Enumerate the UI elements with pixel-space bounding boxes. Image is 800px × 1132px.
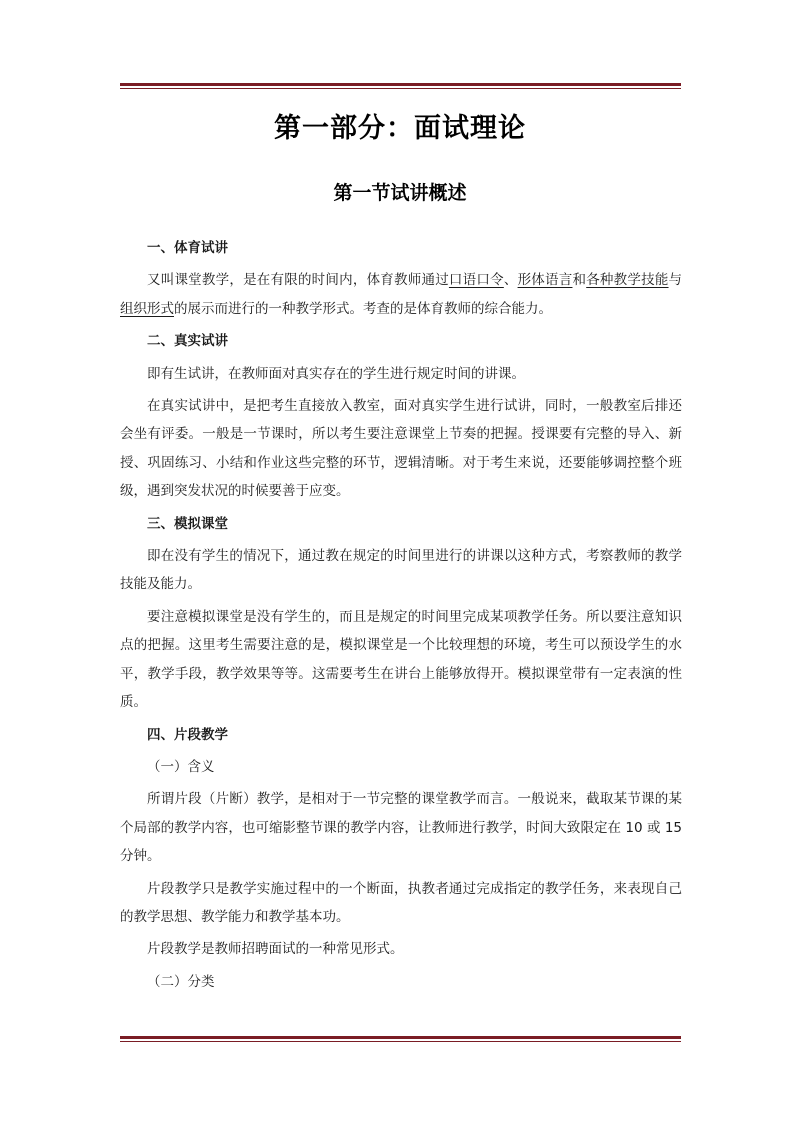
heading-real-teaching: 二、真实试讲 <box>147 333 228 350</box>
bottom-decorative-rule <box>120 1036 681 1042</box>
paragraph-mock-class-2: 要注意模拟课堂是没有学生的，而且是规定的时间里完成某项教学任务。所以要注意知识点的把握。这里考生需要注意的是，模拟课堂是一个比较理想的环境，考生可以预设学生的水平，教学手段，教学效果等等。这需要考生在讲台上能够放得开。模拟课堂带有一定表演的性质。 <box>120 608 682 711</box>
top-decorative-rule <box>120 83 681 89</box>
underlined-term-body-language: 形体语言 <box>517 272 573 289</box>
text-run: 与 <box>668 272 683 289</box>
underlined-term-teaching-skills: 各种教学技能 <box>586 272 669 289</box>
text-run: 和 <box>572 272 587 289</box>
section-title: 第一节试讲概述 <box>333 182 467 204</box>
heading-sport-teaching: 一、体育试讲 <box>147 240 228 256</box>
heading-mock-class: 三、模拟课堂 <box>147 515 228 532</box>
heading-segment-teaching: 四、片段教学 <box>147 726 228 743</box>
paragraph-segment-1: 所谓片段（片断）教学，是相对于一节完整的课堂教学而言。一般说来，截取某节课的某个局部的教学内容，也可缩影整节课的教学内容，让教师进行教学，时间大致限定在 10 或 15 分钟。 <box>120 791 682 865</box>
underlined-term-organization-form: 组织形式 <box>120 300 174 317</box>
paragraph-mock-class-1: 即在没有学生的情况下，通过教在规定的时间里进行的讲课以这种方式，考察教师的教学技能及能力。 <box>120 548 682 593</box>
paragraph-sport-teaching <box>120 266 682 323</box>
text-run: 、 <box>503 272 518 289</box>
subheading-classification: （二）分类 <box>147 973 215 990</box>
paragraph-real-teaching-1: 即有生试讲，在教师面对真实存在的学生进行规定时间的讲课。 <box>147 365 525 382</box>
page-title: 第一部分：面试理论 <box>274 113 526 144</box>
paragraph-real-teaching-2: 在真实试讲中，是把考生直接放入教室，面对真实学生进行试讲，同时，一般教室后排还会坐有评委。一般是一节课时，所以考生要注意课堂上节奏的把握。授课要有完整的导入、新授、巩固练习、小结和作业这些完整的环节，逻辑清晰。对于考生来说，还要能够调控整个班级，遇到突发状况的时候要善于应变。 <box>120 398 682 500</box>
text-run: 的展示而进行的一种教学形式。考查的是体育教师的综合能力。 <box>174 300 552 317</box>
paragraph-segment-2: 片段教学只是教学实施过程中的一个断面，执教者通过完成指定的教学任务，来表现自己的教学思想、教学能力和教学基本功。 <box>120 880 682 925</box>
text-run: 又叫课堂教学，是在有限的时间内，体育教师通过 <box>147 272 449 289</box>
underlined-term-oral-commands: 口语口令 <box>448 272 504 289</box>
paragraph-segment-3: 片段教学是教师招聘面试的一种常见形式。 <box>147 941 404 958</box>
subheading-meaning: （一）含义 <box>147 758 215 775</box>
document-body <box>120 234 682 1000</box>
